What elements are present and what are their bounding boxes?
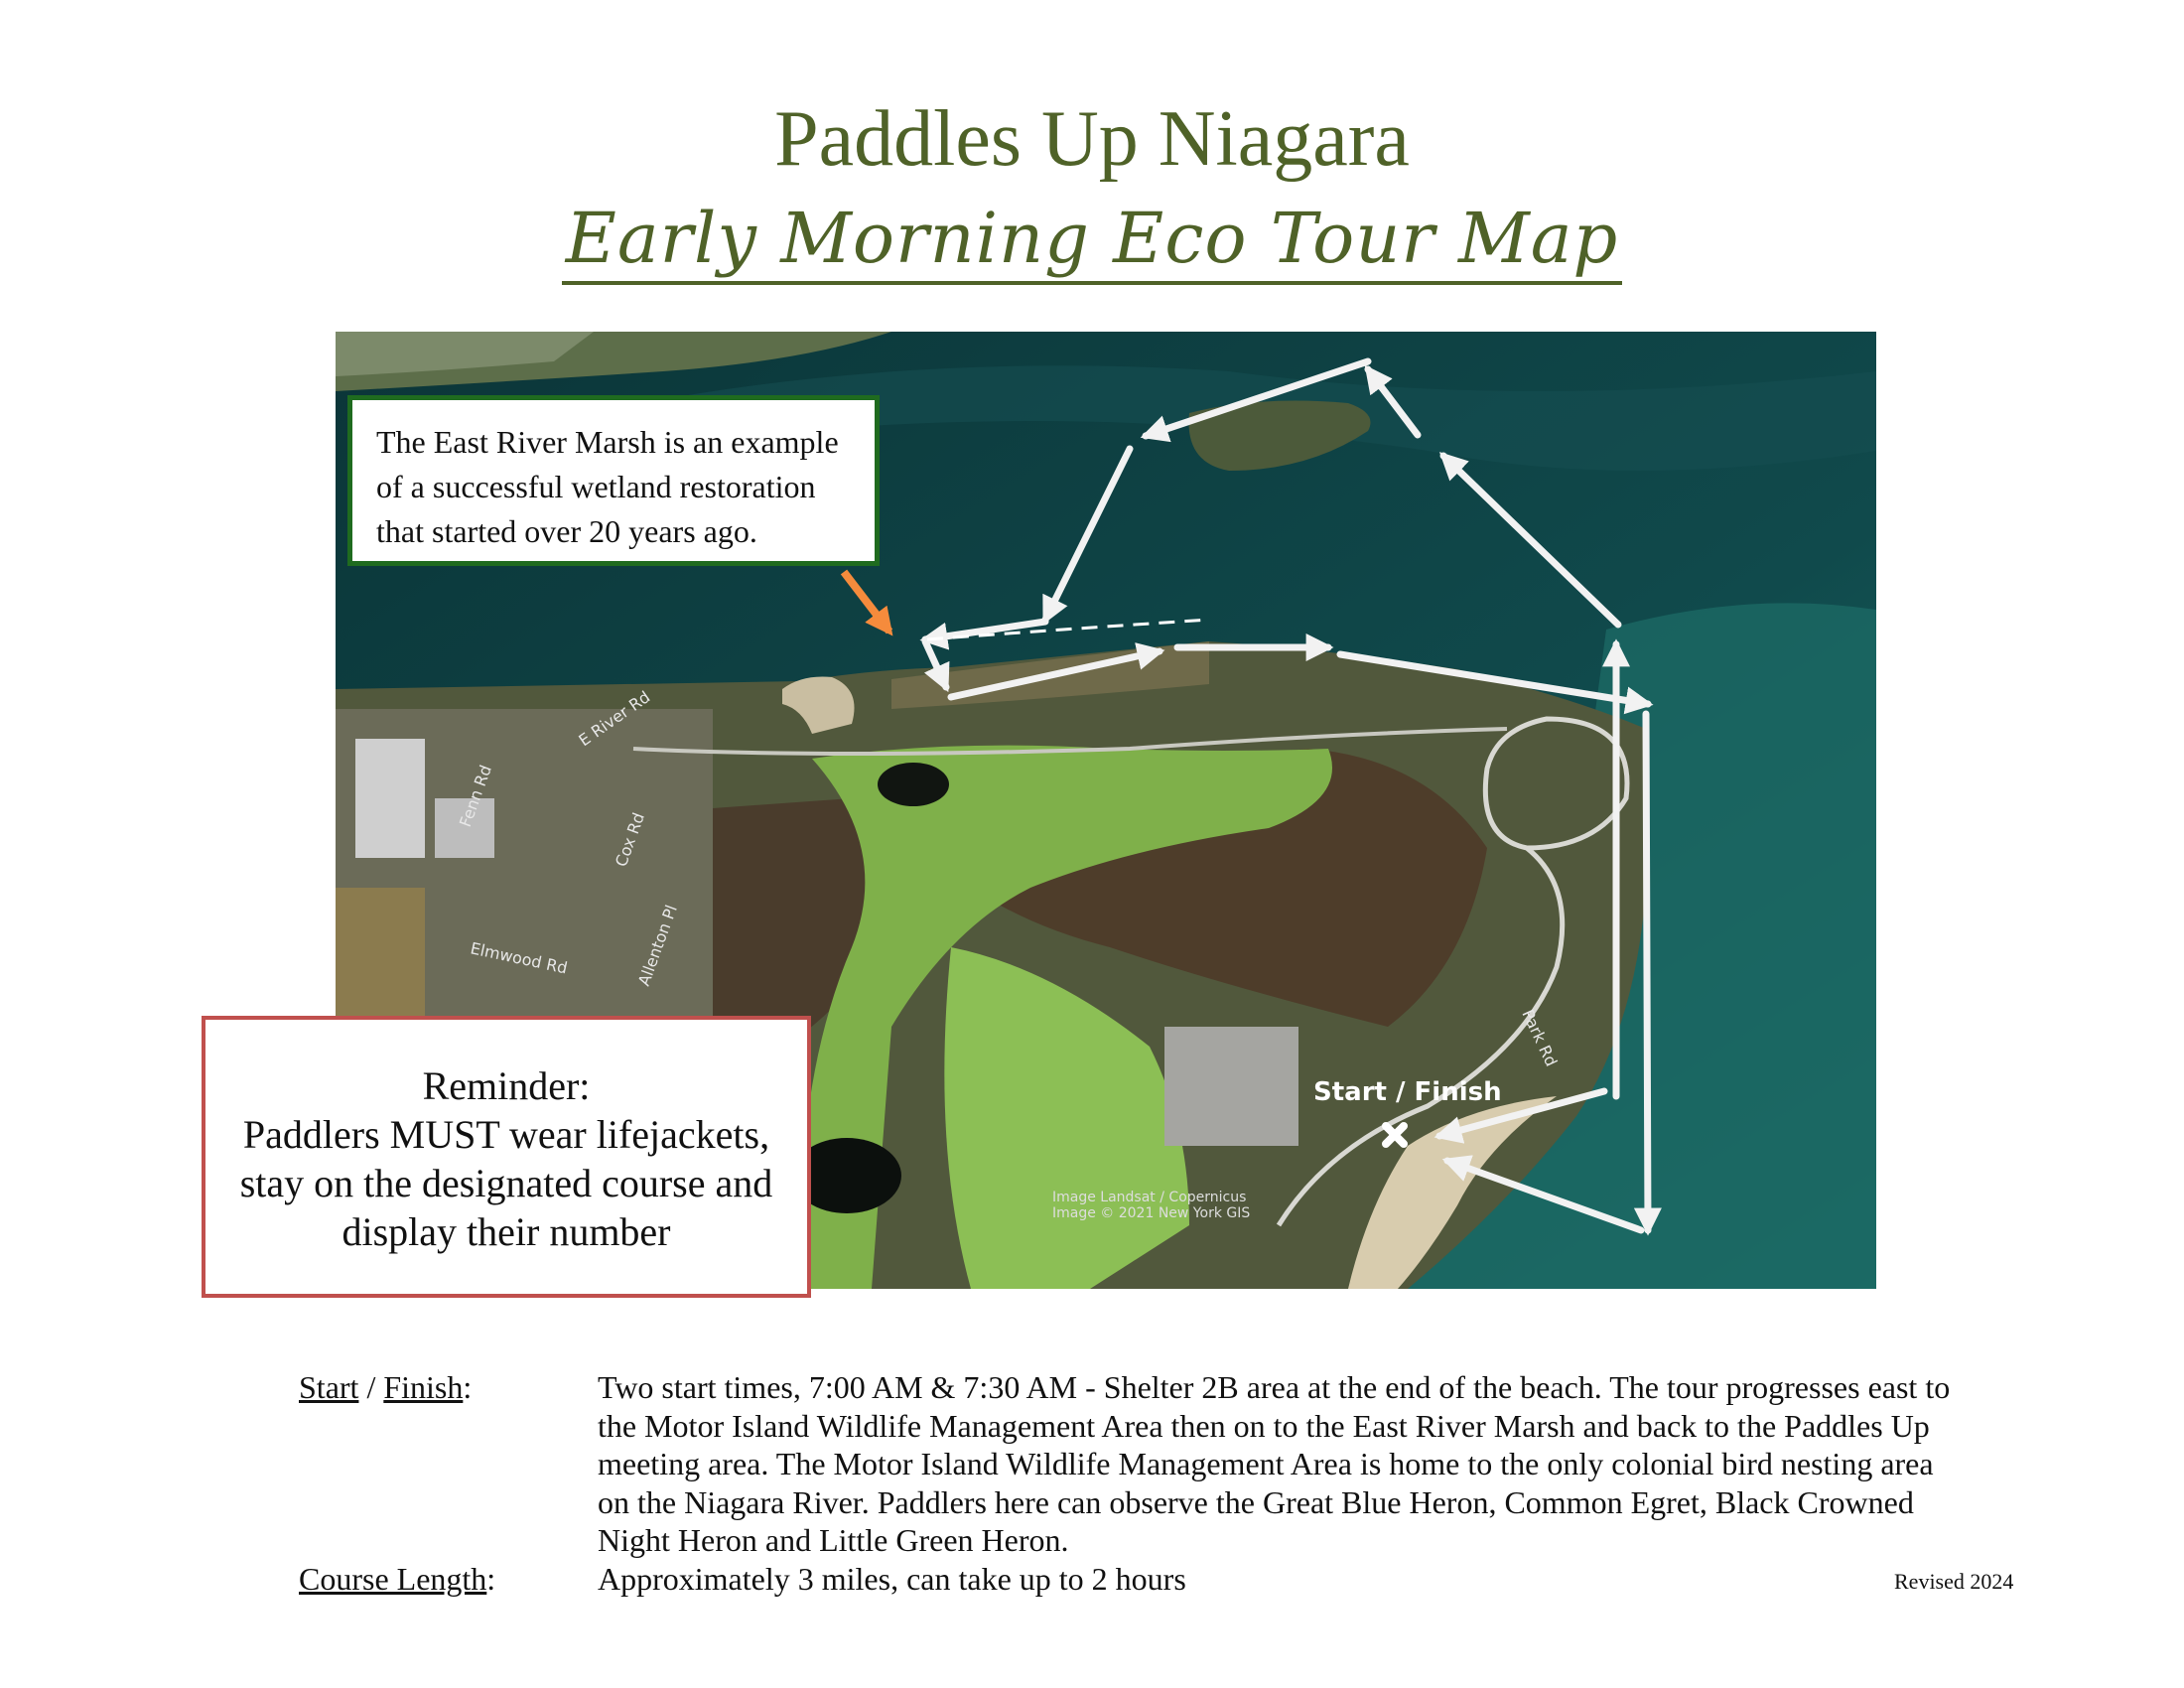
description-line: the Motor Island Wildlife Management Area then on to the East River Marsh and back to the Paddles Up <box>598 1407 1930 1444</box>
reminder-line: display their number <box>341 1209 671 1254</box>
road-label: Park Rd <box>1518 1006 1562 1069</box>
reminder-line: stay on the designated course and <box>239 1161 773 1205</box>
road-label: Fenn Rd <box>455 762 495 830</box>
finish-word: Finish <box>383 1369 464 1405</box>
start-finish-label: Start / Finish <box>1313 1077 1502 1107</box>
start-finish-separator: / <box>358 1369 384 1405</box>
road-label: E River Rd <box>575 687 654 751</box>
start-word: Start <box>299 1369 359 1405</box>
route-arrow <box>1646 714 1648 1230</box>
road-label: Cox Rd <box>611 809 649 870</box>
road-label: Elmwood Rd <box>469 938 570 978</box>
reminder-line: Paddlers MUST wear lifejackets, <box>242 1112 770 1157</box>
pond-north <box>878 763 949 806</box>
start-finish-description <box>598 1368 2027 1560</box>
start-finish-heading <box>299 1368 472 1406</box>
description-line: Night Heron and Little Green Heron. <box>598 1522 1069 1559</box>
reminder-callout <box>202 1016 811 1298</box>
parking-lot <box>1164 1027 1298 1146</box>
course-length-heading <box>299 1560 495 1598</box>
road-label: Allenton Pl <box>633 902 681 989</box>
heading-colon: : <box>486 1561 496 1597</box>
course-length-word: Course Length <box>299 1561 487 1597</box>
description-line: on the Niagara River. Paddlers here can observe the Great Blue Heron, Common Egret, Black Crowned <box>598 1483 1914 1520</box>
revised-note: Revised 2024 <box>1894 1569 2014 1594</box>
marsh-callout-line: that started over 20 years ago. <box>376 513 757 549</box>
reminder-line: Reminder: <box>422 1063 591 1108</box>
town-building <box>355 739 425 858</box>
marsh-callout-line: of a successful wetland restoration <box>376 469 816 504</box>
marsh-callout-line: The East River Marsh is an example <box>376 424 839 460</box>
heading-colon: : <box>463 1369 473 1405</box>
page-subtitle <box>0 198 2184 285</box>
page-title: Paddles Up Niagara <box>774 95 1410 183</box>
subtitle-text: Early Morning Eco Tour Map <box>562 204 1622 285</box>
course-length-text: Approximately 3 miles, can take up to 2 hours <box>598 1561 1186 1597</box>
description-line: Two start times, 7:00 AM & 7:30 AM - Shelter 2B area at the end of the beach. The tour progresses east to <box>598 1369 1951 1405</box>
map-attribution-line: Image © 2021 New York GIS <box>1052 1205 1251 1221</box>
map-attribution-line: Image Landsat / Copernicus <box>1052 1190 1247 1205</box>
description-line: meeting area. The Motor Island Wildlife Management Area is home to the only colonial bird nesting area <box>598 1446 1934 1482</box>
marsh-callout <box>347 395 880 566</box>
